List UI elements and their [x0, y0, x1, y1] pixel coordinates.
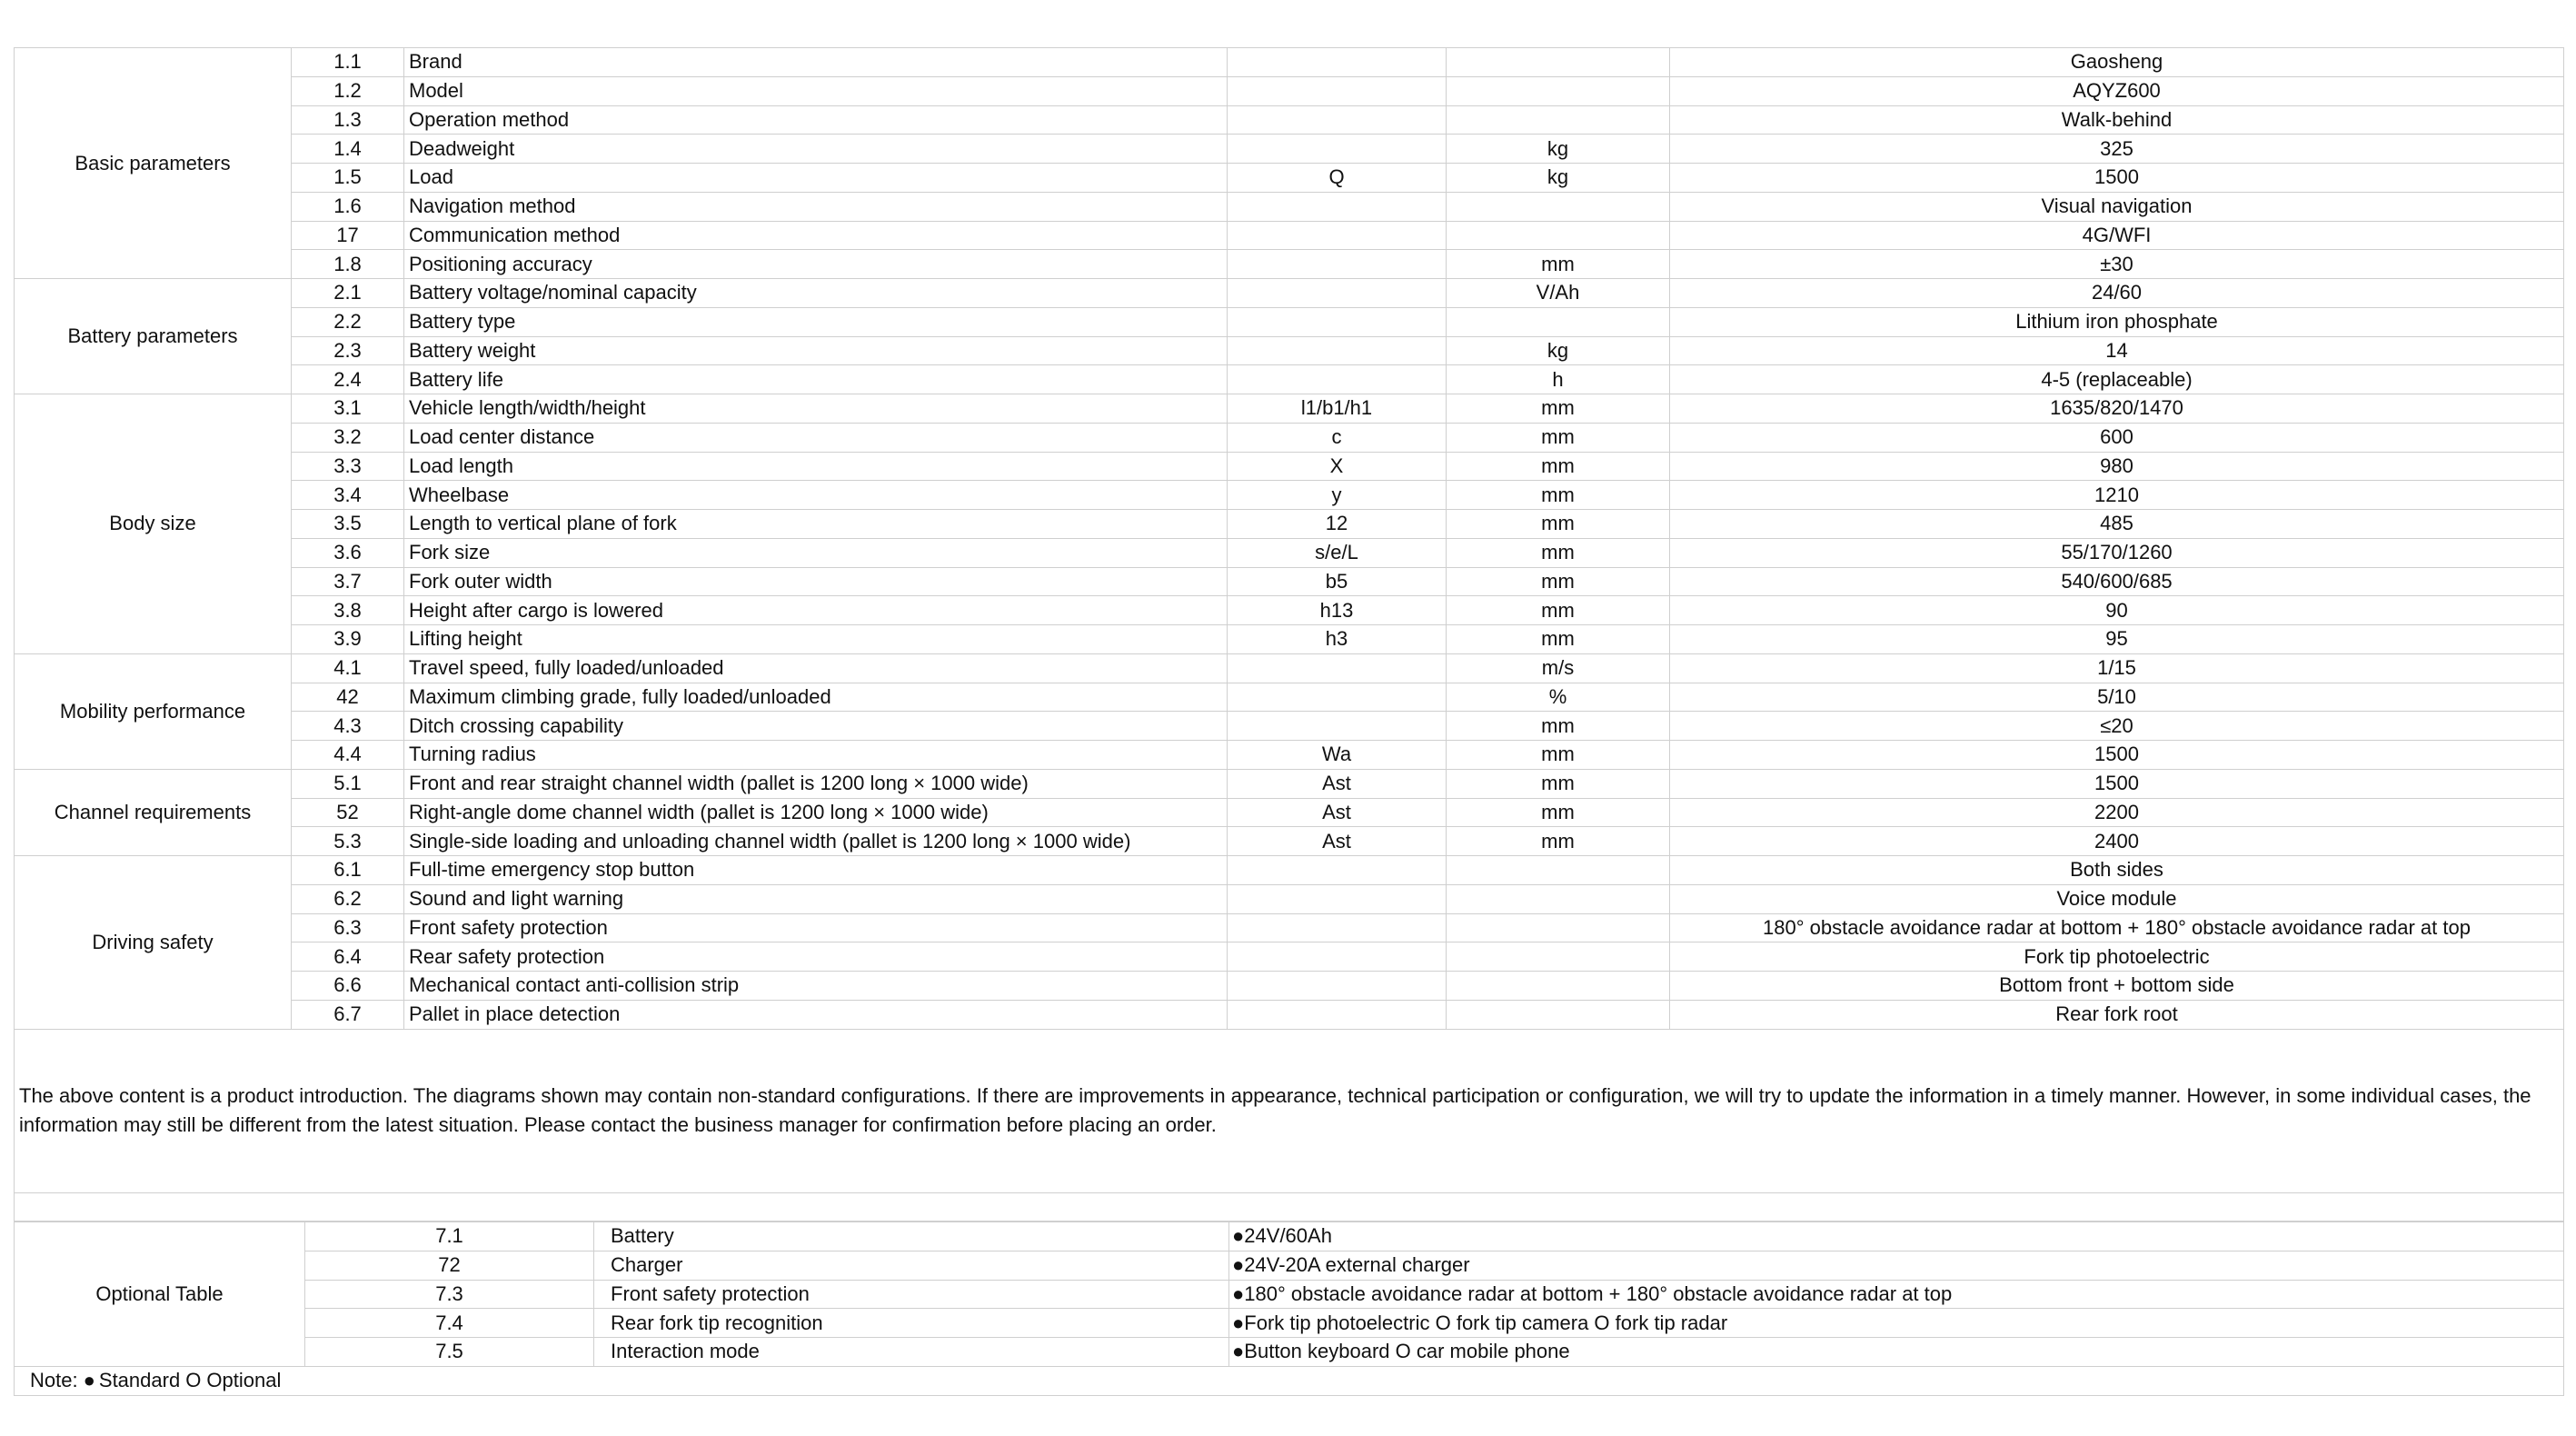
row-number: 1.5	[292, 164, 404, 193]
row-number: 1.3	[292, 105, 404, 135]
item-name: Maximum climbing grade, fully loaded/unloaded	[404, 683, 1228, 712]
spec-row	[15, 279, 2564, 308]
item-name: Battery	[594, 1222, 1229, 1252]
item-value: 95	[1670, 625, 2564, 654]
spec-row	[15, 365, 2564, 394]
item-symbol: y	[1228, 481, 1447, 510]
item-unit: mm	[1447, 250, 1670, 279]
item-name: Turning radius	[404, 741, 1228, 770]
spec-row	[15, 913, 2564, 942]
item-value: 325	[1670, 135, 2564, 164]
item-value: 5/10	[1670, 683, 2564, 712]
spec-row	[15, 105, 2564, 135]
row-number: 6.3	[292, 913, 404, 942]
spec-row	[15, 452, 2564, 481]
notice-row	[15, 1029, 2564, 1192]
standard-dot-icon	[1232, 1282, 1244, 1305]
item-name: Length to vertical plane of fork	[404, 510, 1228, 539]
item-value-text: 24V/60Ah	[1244, 1224, 1332, 1248]
row-number: 7.3	[305, 1280, 594, 1309]
item-symbol: Ast	[1228, 769, 1447, 798]
item-unit	[1447, 942, 1670, 972]
item-unit	[1447, 856, 1670, 885]
item-unit: kg	[1447, 164, 1670, 193]
item-symbol: h3	[1228, 625, 1447, 654]
section-label: Basic parameters	[15, 48, 292, 279]
item-symbol	[1228, 856, 1447, 885]
item-name: Load	[404, 164, 1228, 193]
item-unit: mm	[1447, 769, 1670, 798]
item-name: Brand	[404, 48, 1228, 77]
item-symbol: s/e/L	[1228, 538, 1447, 567]
notice-text: The above content is a product introduction. The diagrams shown may contain non-standard configurations. If there are improvements in appearance, technical participation or configuration, we will try to update the information in a timely manner. However, in some individual cases, the information may still be different from the latest situation. Please contact the business manager for confirmation before placing an order.	[15, 1029, 2564, 1192]
spec-row	[15, 769, 2564, 798]
item-unit	[1447, 221, 1670, 250]
item-name: Lifting height	[404, 625, 1228, 654]
item-value	[1229, 1280, 2564, 1309]
optional-row	[15, 1338, 2564, 1367]
spec-row	[15, 1000, 2564, 1029]
row-number: 72	[305, 1251, 594, 1280]
spec-row	[15, 164, 2564, 193]
item-name: Charger	[594, 1251, 1229, 1280]
item-unit: mm	[1447, 741, 1670, 770]
item-name: Battery life	[404, 365, 1228, 394]
spec-row	[15, 827, 2564, 856]
item-value: 180° obstacle avoidance radar at bottom + 180° obstacle avoidance radar at top	[1670, 913, 2564, 942]
row-number: 7.5	[305, 1338, 594, 1367]
item-name: Deadweight	[404, 135, 1228, 164]
item-value: 2200	[1670, 798, 2564, 827]
item-value-text: 180° obstacle avoidance radar at bottom + 180° obstacle avoidance radar at top	[1244, 1281, 1953, 1305]
optional-row	[15, 1280, 2564, 1309]
row-number: 7.1	[305, 1222, 594, 1252]
item-name: Interaction mode	[594, 1338, 1229, 1367]
item-name: Battery weight	[404, 336, 1228, 365]
item-symbol	[1228, 76, 1447, 105]
item-symbol	[1228, 135, 1447, 164]
item-symbol: b5	[1228, 567, 1447, 596]
item-value: Visual navigation	[1670, 192, 2564, 221]
row-number: 5.3	[292, 827, 404, 856]
item-symbol: l1/b1/h1	[1228, 394, 1447, 424]
item-name: Front safety protection	[404, 913, 1228, 942]
item-value: 540/600/685	[1670, 567, 2564, 596]
row-number: 6.1	[292, 856, 404, 885]
row-number: 17	[292, 221, 404, 250]
item-symbol: h13	[1228, 596, 1447, 625]
standard-dot-icon	[1232, 1253, 1244, 1276]
row-number: 52	[292, 798, 404, 827]
spec-row	[15, 481, 2564, 510]
row-number: 3.7	[292, 567, 404, 596]
item-unit	[1447, 105, 1670, 135]
item-unit	[1447, 1000, 1670, 1029]
item-symbol	[1228, 105, 1447, 135]
item-unit: mm	[1447, 827, 1670, 856]
spec-row	[15, 942, 2564, 972]
item-name: Fork outer width	[404, 567, 1228, 596]
item-name: Navigation method	[404, 192, 1228, 221]
item-unit: m/s	[1447, 653, 1670, 683]
item-unit: mm	[1447, 798, 1670, 827]
row-number: 3.8	[292, 596, 404, 625]
section-label: Mobility performance	[15, 653, 292, 769]
item-symbol: Ast	[1228, 798, 1447, 827]
legend-note	[15, 1366, 2564, 1395]
spec-row	[15, 884, 2564, 913]
row-number: 6.6	[292, 972, 404, 1001]
item-unit: mm	[1447, 481, 1670, 510]
spec-row	[15, 48, 2564, 77]
item-name: Mechanical contact anti-collision strip	[404, 972, 1228, 1001]
row-number: 1.4	[292, 135, 404, 164]
item-unit	[1447, 48, 1670, 77]
item-name: Ditch crossing capability	[404, 712, 1228, 741]
item-unit: kg	[1447, 336, 1670, 365]
item-name: Battery voltage/nominal capacity	[404, 279, 1228, 308]
item-symbol: Q	[1228, 164, 1447, 193]
optional-table	[14, 1222, 2564, 1396]
spec-row	[15, 596, 2564, 625]
spec-row	[15, 336, 2564, 365]
spec-row	[15, 538, 2564, 567]
blank-cell	[15, 1192, 2564, 1221]
spec-row	[15, 423, 2564, 452]
item-value: 4-5 (replaceable)	[1670, 365, 2564, 394]
spec-row	[15, 683, 2564, 712]
item-name: Travel speed, fully loaded/unloaded	[404, 653, 1228, 683]
item-symbol	[1228, 884, 1447, 913]
item-value: 24/60	[1670, 279, 2564, 308]
row-number: 3.9	[292, 625, 404, 654]
item-name: Front and rear straight channel width (pallet is 1200 long × 1000 wide)	[404, 769, 1228, 798]
item-name: Single-side loading and unloading channel width (pallet is 1200 long × 1000 wide)	[404, 827, 1228, 856]
section-label: Channel requirements	[15, 769, 292, 855]
item-unit	[1447, 76, 1670, 105]
item-name: Vehicle length/width/height	[404, 394, 1228, 424]
item-value: 2400	[1670, 827, 2564, 856]
row-number: 3.5	[292, 510, 404, 539]
spec-row	[15, 972, 2564, 1001]
item-name: Load center distance	[404, 423, 1228, 452]
spec-row	[15, 567, 2564, 596]
row-number: 6.2	[292, 884, 404, 913]
item-value: 485	[1670, 510, 2564, 539]
row-number: 7.4	[305, 1309, 594, 1338]
standard-dot-icon	[1232, 1340, 1244, 1362]
row-number: 6.4	[292, 942, 404, 972]
item-symbol: X	[1228, 452, 1447, 481]
optional-row	[15, 1309, 2564, 1338]
standard-dot-icon	[1232, 1224, 1244, 1247]
item-value	[1229, 1251, 2564, 1280]
item-value	[1229, 1222, 2564, 1252]
spec-row	[15, 221, 2564, 250]
item-unit: mm	[1447, 712, 1670, 741]
row-number: 5.1	[292, 769, 404, 798]
item-unit	[1447, 884, 1670, 913]
item-symbol	[1228, 279, 1447, 308]
section-label: Battery parameters	[15, 279, 292, 394]
spec-row	[15, 76, 2564, 105]
item-name: Rear safety protection	[404, 942, 1228, 972]
item-symbol: Ast	[1228, 827, 1447, 856]
item-value: 1500	[1670, 769, 2564, 798]
note-standard: Standard	[98, 1369, 181, 1392]
item-value: 1500	[1670, 741, 2564, 770]
item-symbol	[1228, 48, 1447, 77]
spec-row	[15, 653, 2564, 683]
optional-row	[15, 1222, 2564, 1252]
item-symbol	[1228, 221, 1447, 250]
spec-row	[15, 741, 2564, 770]
row-number: 1.1	[292, 48, 404, 77]
item-symbol	[1228, 942, 1447, 972]
item-name: Right-angle dome channel width (pallet is 1200 long × 1000 wide)	[404, 798, 1228, 827]
spec-row	[15, 856, 2564, 885]
item-name: Sound and light warning	[404, 884, 1228, 913]
row-number: 1.2	[292, 76, 404, 105]
item-value: Fork tip photoelectric	[1670, 942, 2564, 972]
item-unit: mm	[1447, 625, 1670, 654]
row-number: 6.7	[292, 1000, 404, 1029]
spec-row	[15, 135, 2564, 164]
item-name: Front safety protection	[594, 1280, 1229, 1309]
row-number: 3.6	[292, 538, 404, 567]
optional-title: Optional Table	[15, 1222, 305, 1367]
item-value: 1210	[1670, 481, 2564, 510]
section-label: Driving safety	[15, 856, 292, 1030]
item-value: Lithium iron phosphate	[1670, 307, 2564, 336]
standard-dot-icon	[1232, 1311, 1244, 1334]
item-symbol	[1228, 972, 1447, 1001]
row-number: 2.1	[292, 279, 404, 308]
item-unit: mm	[1447, 510, 1670, 539]
item-unit: mm	[1447, 394, 1670, 424]
spec-row	[15, 712, 2564, 741]
item-value: 600	[1670, 423, 2564, 452]
note-optional: O Optional	[185, 1369, 282, 1392]
item-symbol	[1228, 192, 1447, 221]
section-label: Body size	[15, 394, 292, 654]
item-symbol	[1228, 1000, 1447, 1029]
item-name: Positioning accuracy	[404, 250, 1228, 279]
item-unit: %	[1447, 683, 1670, 712]
item-unit	[1447, 972, 1670, 1001]
item-name: Load length	[404, 452, 1228, 481]
item-name: Operation method	[404, 105, 1228, 135]
item-name: Rear fork tip recognition	[594, 1309, 1229, 1338]
item-value: Voice module	[1670, 884, 2564, 913]
item-name: Communication method	[404, 221, 1228, 250]
item-value: 55/170/1260	[1670, 538, 2564, 567]
item-value: ±30	[1670, 250, 2564, 279]
spec-table	[14, 47, 2564, 1222]
item-value: Rear fork root	[1670, 1000, 2564, 1029]
item-value	[1229, 1309, 2564, 1338]
item-name: Battery type	[404, 307, 1228, 336]
item-value: 980	[1670, 452, 2564, 481]
item-value: Bottom front + bottom side	[1670, 972, 2564, 1001]
item-value: 1/15	[1670, 653, 2564, 683]
item-value: AQYZ600	[1670, 76, 2564, 105]
item-symbol	[1228, 250, 1447, 279]
item-value-text: Button keyboard O car mobile phone	[1244, 1340, 1570, 1363]
item-unit: mm	[1447, 596, 1670, 625]
item-value: ≤20	[1670, 712, 2564, 741]
item-unit: mm	[1447, 452, 1670, 481]
item-unit: mm	[1447, 538, 1670, 567]
optional-row	[15, 1251, 2564, 1280]
row-number: 42	[292, 683, 404, 712]
item-unit	[1447, 307, 1670, 336]
item-value	[1229, 1338, 2564, 1367]
item-value-text: 24V-20A external charger	[1244, 1253, 1470, 1277]
spec-row	[15, 307, 2564, 336]
item-unit: h	[1447, 365, 1670, 394]
item-value: 1635/820/1470	[1670, 394, 2564, 424]
item-symbol	[1228, 653, 1447, 683]
item-unit: mm	[1447, 567, 1670, 596]
item-value: Walk-behind	[1670, 105, 2564, 135]
row-number: 2.3	[292, 336, 404, 365]
item-symbol: c	[1228, 423, 1447, 452]
standard-dot-icon	[84, 1369, 95, 1391]
row-number: 3.4	[292, 481, 404, 510]
item-symbol	[1228, 307, 1447, 336]
item-value: 90	[1670, 596, 2564, 625]
item-name: Model	[404, 76, 1228, 105]
item-value: 1500	[1670, 164, 2564, 193]
spec-row	[15, 250, 2564, 279]
row-number: 4.3	[292, 712, 404, 741]
item-value: 14	[1670, 336, 2564, 365]
item-unit: V/Ah	[1447, 279, 1670, 308]
blank-row	[15, 1192, 2564, 1221]
spec-row	[15, 394, 2564, 424]
item-name: Pallet in place detection	[404, 1000, 1228, 1029]
row-number: 4.1	[292, 653, 404, 683]
row-number: 3.1	[292, 394, 404, 424]
item-name: Wheelbase	[404, 481, 1228, 510]
item-symbol	[1228, 683, 1447, 712]
row-number: 4.4	[292, 741, 404, 770]
item-value: Both sides	[1670, 856, 2564, 885]
note-row	[15, 1366, 2564, 1395]
item-name: Fork size	[404, 538, 1228, 567]
row-number: 3.2	[292, 423, 404, 452]
item-unit	[1447, 913, 1670, 942]
spec-row	[15, 625, 2564, 654]
row-number: 3.3	[292, 452, 404, 481]
note-label: Note:	[30, 1369, 78, 1392]
row-number: 2.2	[292, 307, 404, 336]
row-number: 1.6	[292, 192, 404, 221]
item-symbol	[1228, 336, 1447, 365]
row-number: 2.4	[292, 365, 404, 394]
item-symbol: 12	[1228, 510, 1447, 539]
spec-row	[15, 192, 2564, 221]
item-symbol	[1228, 913, 1447, 942]
item-unit: kg	[1447, 135, 1670, 164]
spec-row	[15, 510, 2564, 539]
item-value-text: Fork tip photoelectric O fork tip camera O fork tip radar	[1244, 1311, 1728, 1334]
row-number: 1.8	[292, 250, 404, 279]
item-name: Full-time emergency stop button	[404, 856, 1228, 885]
item-value: Gaosheng	[1670, 48, 2564, 77]
item-value: 4G/WFI	[1670, 221, 2564, 250]
spec-row	[15, 798, 2564, 827]
item-unit: mm	[1447, 423, 1670, 452]
item-symbol: Wa	[1228, 741, 1447, 770]
item-symbol	[1228, 712, 1447, 741]
item-symbol	[1228, 365, 1447, 394]
item-unit	[1447, 192, 1670, 221]
item-name: Height after cargo is lowered	[404, 596, 1228, 625]
